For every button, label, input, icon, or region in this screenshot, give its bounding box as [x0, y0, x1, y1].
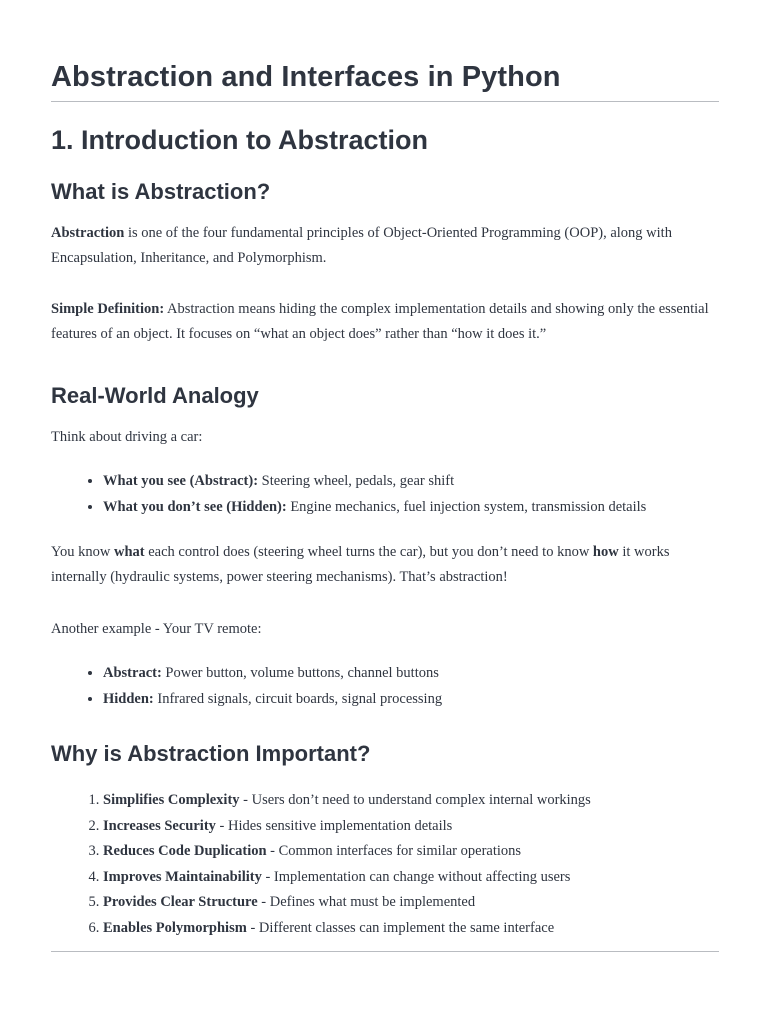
know-paragraph: [51, 540, 719, 590]
simple-definition-label: Simple Definition:: [51, 301, 165, 317]
list-item: [103, 788, 719, 814]
simple-definition-text: Abstraction means hiding the complex implementation details and showing only the essential features of an object. It focuses on “what an object does” rather than “how it does it.”: [51, 301, 709, 342]
list-item-text: Engine mechanics, fuel injection system, transmission details: [286, 498, 647, 515]
definition-text: is one of the four fundamental principles of Object-Oriented Programming (OOP), along with Encapsulation, Inheritance, and Polymorphism.: [51, 225, 672, 266]
car-list: [51, 469, 719, 520]
page-title: Abstraction and Interfaces in Python: [51, 61, 561, 93]
definition-paragraph: [51, 221, 719, 271]
know-text-1: You know: [51, 544, 114, 560]
list-item: [103, 916, 719, 942]
car-intro-text: Think about driving a car:: [51, 429, 203, 445]
importance-list: [51, 788, 719, 941]
list-item-label: What you see (Abstract):: [103, 473, 259, 489]
list-item-label: What you don’t see (Hidden):: [103, 498, 287, 515]
list-item-text: - Implementation can change without affecting users: [261, 868, 571, 885]
list-item-text: Power button, volume buttons, channel buttons: [161, 665, 439, 681]
list-item: [103, 890, 719, 916]
list-item-text: Steering wheel, pedals, gear shift: [258, 473, 455, 489]
list-item-label: Provides Clear Structure: [103, 894, 258, 910]
know-bold-how: how: [592, 544, 619, 560]
list-item: [103, 865, 719, 891]
list-item: [103, 469, 719, 495]
list-item-label: Improves Maintainability: [103, 868, 262, 885]
list-item-text: - Common interfaces for similar operations: [266, 843, 522, 859]
tv-list: [51, 661, 719, 712]
list-item-label: Reduces Code Duplication: [103, 843, 267, 859]
list-item-text: - Hides sensitive implementation details: [215, 817, 453, 834]
term-bold: Abstraction: [51, 225, 125, 241]
simple-definition-paragraph: [51, 297, 719, 347]
list-item-label: Abstract:: [103, 665, 162, 681]
list-item: [103, 661, 719, 687]
tv-intro-text: Another example - Your TV remote:: [51, 621, 262, 637]
subheading-what-is-abstraction: What is Abstraction?: [51, 179, 271, 204]
section-end-divider: [51, 951, 719, 952]
know-text-2: each control does (steering wheel turns the car), but you don’t need to know: [144, 544, 593, 560]
list-item-text: - Users don’t need to understand complex internal workings: [239, 792, 591, 808]
list-item: [103, 687, 719, 713]
list-item-label: Enables Polymorphism: [103, 919, 247, 936]
list-item-text: - Defines what must be implemented: [257, 894, 476, 910]
know-text-3: it works internally (hydraulic systems, power steering mechanisms). That’s abstraction!: [51, 544, 670, 585]
list-item: [103, 839, 719, 865]
section-heading-introduction: 1. Introduction to Abstraction: [51, 125, 428, 155]
list-item-label: Increases Security: [103, 817, 216, 834]
subheading-why-important: Why is Abstraction Important?: [51, 741, 371, 766]
list-item: [103, 495, 719, 521]
know-bold-what: what: [114, 544, 145, 560]
list-item-label: Simplifies Complexity: [103, 792, 240, 808]
list-item-label: Hidden:: [103, 690, 154, 707]
title-divider: [51, 101, 719, 102]
list-item-text: - Different classes can implement the same interface: [246, 919, 555, 936]
list-item: [103, 814, 719, 840]
subheading-real-world-analogy: Real-World Analogy: [51, 383, 259, 408]
list-item-text: Infrared signals, circuit boards, signal processing: [153, 690, 443, 707]
